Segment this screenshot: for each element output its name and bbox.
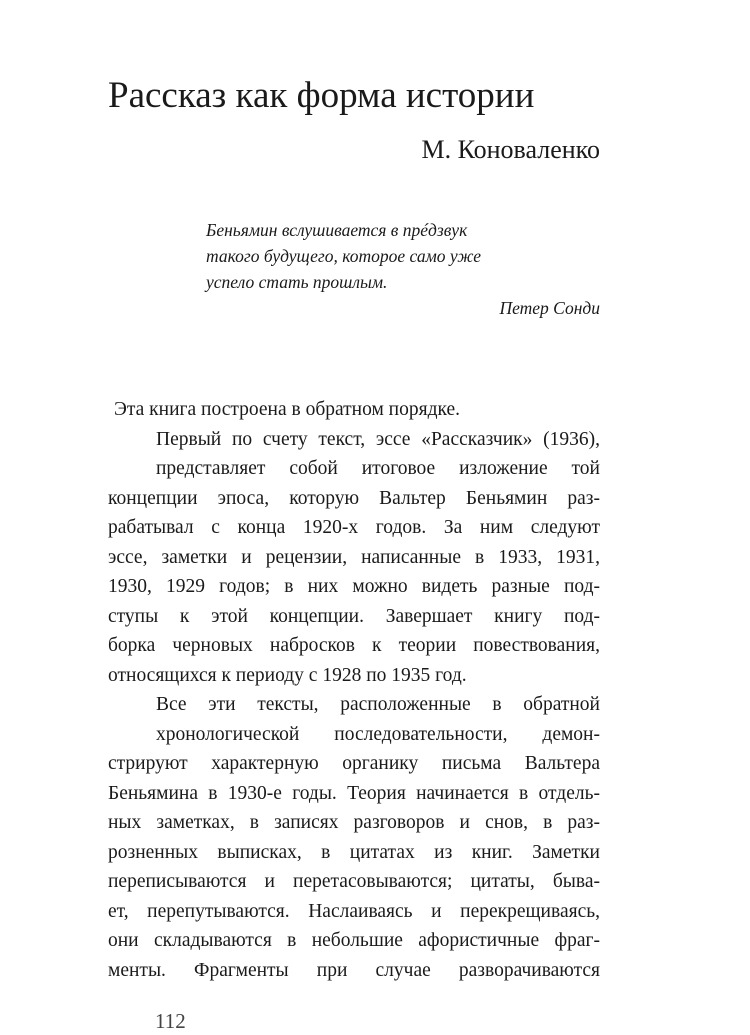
text-line: 1930, 1929 годов; в них можно видеть разные под-: [108, 576, 600, 597]
text-line: ных заметках, в записях разговоров и снов, в раз-: [108, 812, 600, 833]
chapter-author: М. Коноваленко: [421, 135, 600, 164]
epigraph-source: Петер Сонди: [499, 298, 600, 318]
text-line: менты. Фрагменты при случае разворачиваются: [108, 959, 600, 981]
text-line: борка черновых набросков к теории повествования,: [108, 635, 600, 656]
text-line: Беньямина в 1930-е годы. Теория начинается в отдель-: [108, 782, 600, 804]
epigraph-line: Беньямин вслушивается в прéдзвук: [206, 220, 468, 240]
text-line: они складываются в небольшие афористичные фраг-: [108, 930, 600, 951]
text-line: переписываются и перетасовываются; цитаты, быва-: [108, 871, 600, 892]
epigraph: [206, 217, 600, 321]
body-text: [108, 395, 600, 985]
text-line: Все эти тексты, расположенные в обратной: [156, 694, 600, 715]
text-line: Эта книга построена в обратном порядке.: [114, 399, 461, 420]
epigraph-line: такого будущего, которое само уже: [206, 246, 482, 266]
text-line: концепции эпоса, которую Вальтер Беньямин раз-: [108, 487, 600, 509]
text-line: эссе, заметки и рецензии, написанные в 1933, 1931,: [108, 546, 600, 568]
epigraph-line: успело стать прошлым.: [206, 272, 388, 292]
text-line: рабатывал с конца 1920-х годов. За ним следуют: [108, 517, 600, 538]
text-line: розненных выписках, в цитатах из книг. Заметки: [108, 841, 600, 863]
text-line: стрируют характерную органику письма Вальтера: [108, 753, 600, 774]
text-line: Первый по счету текст, эссе «Рассказчик» (1936),: [156, 428, 600, 450]
text-line: представляет собой итоговое изложение той: [156, 458, 600, 479]
text-line: относящихся к периоду с 1928 по 1935 год.: [108, 664, 467, 686]
chapter-title: Рассказ как форма истории: [108, 75, 535, 116]
text-line: хронологической последовательности, демон-: [156, 723, 600, 745]
page-number: 112: [155, 1009, 186, 1033]
text-line: ступы к этой концепции. Завершает книгу под-: [108, 605, 600, 627]
text-line: ет, перепутываются. Наслаиваясь и перекрещиваясь,: [108, 900, 600, 922]
